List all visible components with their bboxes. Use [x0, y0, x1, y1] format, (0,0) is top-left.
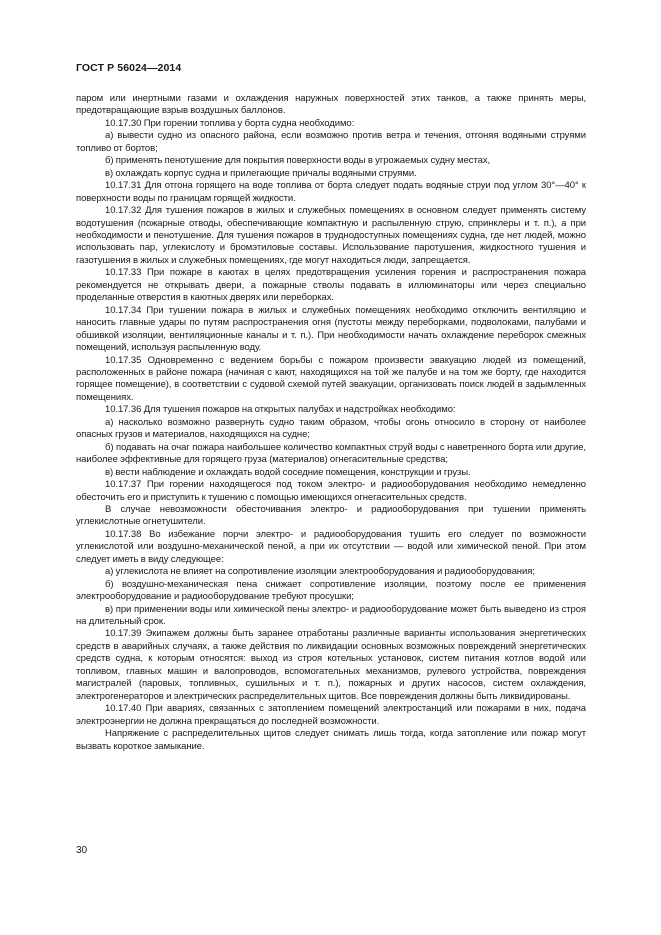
paragraph: 10.17.31 Для отгона горящего на воде топлива от борта следует подать водяные струи под углом 30°—40° к поверхности воды по границам горящей жидкости.: [76, 180, 586, 204]
paragraph: паром или инертными газами и охлаждения наружных поверхностей этих танков, а также принять меры, предотвращающие взрыв воздушных баллонов.: [76, 93, 586, 117]
paragraph: 10.17.34 При тушении пожара в жилых и служебных помещениях необходимо отключить вентиляцию и наносить главные удары по путям распространения огня (пустоты между переборками, подволоками, палубами и обшивкой изоляции, вентиляционные каналы и т. п.). При необходимости начать охлаждение переборок смежных помещений, используя распыленную воду.: [76, 304, 586, 354]
paragraph: 10.17.37 При горении находящегося под током электро- и радиооборудования необходимо немедленно обесточить его и приступить к тушению с помощью имеющихся огнегасительных средств.: [76, 479, 586, 503]
paragraph: 10.17.33 При пожаре в каютах в целях предотвращения усиления горения и распространения пожара рекомендуется не открывать двери, а пожарные стволы подавать в иллюминаторы или через специально проделанные отверстия в каютных дверях или переборках.: [76, 267, 586, 304]
paragraph: В случае невозможности обесточивания электро- и радиооборудования при тушении применять углекислотные огнетушители.: [76, 503, 586, 528]
paragraph: а) вывести судно из опасного района, если возможно против ветра и течения, отгоняя водяными струями топливо от бортов;: [76, 130, 586, 154]
paragraph: а) углекислота не влияет на сопротивление изоляции электрооборудования и радиооборудования;: [105, 566, 535, 578]
paragraph: б) подавать на очаг пожара наибольшее количество компактных струй воды с наветренного борта или другие, наиболее эффективные для горящего груза (материалов) огнегасительные средства;: [76, 441, 586, 466]
paragraph: 10.17.39 Экипажем должны быть заранее отработаны различные варианты использования энергетических средств в аварийных случаях, а также действия по ликвидации основных возможных повреждений энергетических средств судна, к которым относятся: выход из строя котельных установок, систем питания котлов водой или топливом, главных машин и валопроводов, вспомогательных механизмов, рулевого устройства, повреждения магистралей (паровых, топливных, сушильных и т. п.), пожарных и других насосов, систем охлаждения, электрогенераторов и электрических распределительных щитов. Все повреждения должны быть ликвидированы.: [76, 628, 586, 702]
paragraph: 10.17.35 Одновременно с ведением борьбы с пожаром произвести эвакуацию людей из помещений, расположенных в районе пожара (начиная с кают, находящихся на той же палубе и на том же борту, где находится горящее помещение), в соответствии с судовой схемой путей эвакуации, организовать поиск людей в задымленных помещениях.: [76, 354, 586, 403]
paragraph: 10.17.30 При горении топлива у борта судна необходимо:: [105, 117, 355, 129]
paragraph: 10.17.38 Во избежание порчи электро- и радиооборудования тушить его следует по возможности углекислотой или воздушно-механической пеной, а при их отсутствии — водой или химической пеной. При этом следует иметь в виду следующее:: [76, 528, 586, 565]
page-number: 30: [76, 845, 88, 856]
document-body: [76, 93, 586, 753]
paragraph: в) при применении воды или химической пены электро- и радиооборудование может быть выведено из строя на длительный срок.: [76, 603, 586, 628]
paragraph: б) воздушно-механическая пена снижает сопротивление изоляции, поэтому после ее применения электрооборудование и радиооборудование требуют просушки;: [76, 578, 586, 603]
paragraph: 10.17.40 При авариях, связанных с затоплением помещений электростанций или пожарами в них, подача электроэнергии не должна прекращаться до последней возможности.: [76, 703, 586, 727]
paragraph: б) применять пенотушение для покрытия поверхности воды в угрожаемых судну местах,: [105, 155, 491, 167]
document-header: ГОСТ Р 56024—2014: [76, 62, 182, 74]
paragraph: в) вести наблюдение и охлаждать водой соседние помещения, конструкции и грузы.: [105, 466, 471, 478]
paragraph: в) охлаждать корпус судна и прилегающие причалы водяными струями.: [105, 167, 417, 179]
paragraph: 10.17.36 Для тушения пожаров на открытых палубах и надстройках необходимо:: [105, 404, 456, 416]
paragraph: 10.17.32 Для тушения пожаров в жилых и служебных помещениях в основном следует применять систему водотушения (пожарные отводы, обеспечивающие компактную и распыленную струю, спринклеры и т. п.), а при необходимости и пенотушение. Для тушения пожаров в труднодоступных помещениях судна, где нет людей, можно использовать пар, углекислоту и бромэтиловые составы. Использование паротушения, жидкостного тушения и газотушения в жилых и служебных помещениях, где могут находиться люди, запрещается.: [76, 205, 586, 266]
paragraph: Напряжение с распределительных щитов следует снимать лишь тогда, когда затопление или пожар могут вызвать короткое замыкание.: [76, 728, 586, 752]
paragraph: а) насколько возможно развернуть судно таким образом, чтобы огонь относило в сторону от наиболее опасных грузов и материалов, находящихся на судне;: [76, 416, 586, 441]
